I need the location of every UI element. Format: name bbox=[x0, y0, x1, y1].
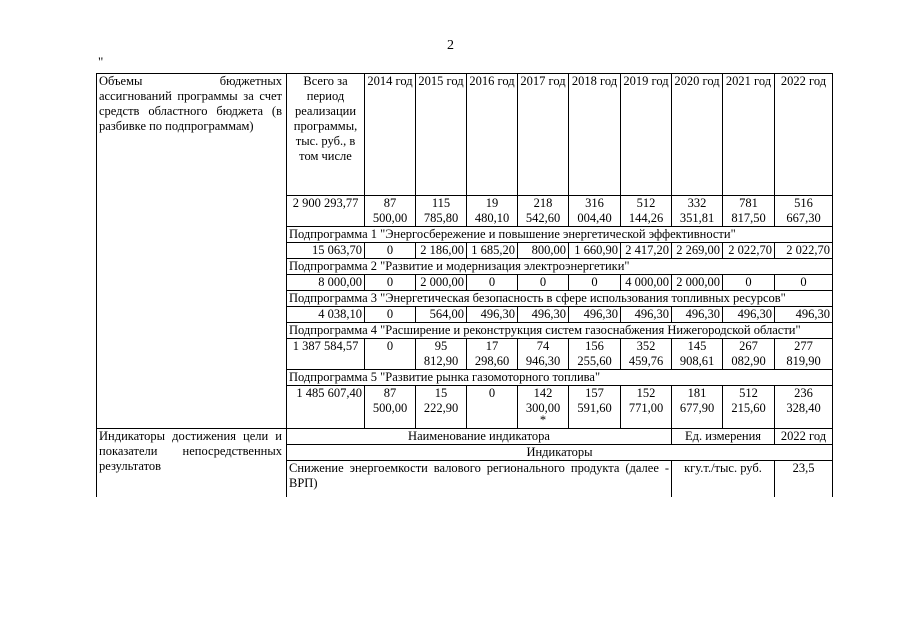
value-cell: 1 387 584,57 bbox=[287, 339, 365, 370]
subprogram-5-title: Подпрограмма 5 "Развитие рынка газомоторного топлива" bbox=[287, 370, 833, 386]
value-cell: 1 660,90 bbox=[569, 243, 621, 259]
total-cell: 512 144,26 bbox=[621, 196, 672, 227]
indicator-unit-continuation bbox=[672, 491, 775, 497]
value-cell: 74 946,30 bbox=[518, 339, 569, 370]
indicator-header-row bbox=[97, 429, 833, 445]
value-cell: 1 485 607,40 bbox=[287, 386, 365, 429]
value-cell: 2 417,20 bbox=[621, 243, 672, 259]
value-cell: 236 328,40 bbox=[775, 386, 833, 429]
value-cell: 496,30 bbox=[723, 307, 775, 323]
value-cell: 2 022,70 bbox=[775, 243, 833, 259]
indicator-name: Снижение энергоемкости валового регионального продукта (далее - ВРП) bbox=[287, 461, 672, 492]
value-cell: 8 000,00 bbox=[287, 275, 365, 291]
value-cell: 15 222,90 bbox=[416, 386, 467, 429]
value-cell: 0 bbox=[569, 275, 621, 291]
total-cell: 19 480,10 bbox=[467, 196, 518, 227]
value-cell: 2 000,00 bbox=[672, 275, 723, 291]
value-cell: 87 500,00 bbox=[365, 386, 416, 429]
subprogram-3-title: Подпрограмма 3 "Энергетическая безопасность в сфере использования топливных ресурсов" bbox=[287, 291, 833, 307]
value-cell: 156 255,60 bbox=[569, 339, 621, 370]
value-cell: 496,30 bbox=[672, 307, 723, 323]
indicator-group-title: Индикаторы bbox=[287, 445, 833, 461]
subprogram-4-title: Подпрограмма 4 "Расширение и реконструкция систем газоснабжения Нижегородской области" bbox=[287, 323, 833, 339]
value-cell: 0 bbox=[518, 275, 569, 291]
total-cell: 781 817,50 bbox=[723, 196, 775, 227]
value-cell: 0 bbox=[365, 339, 416, 370]
year-header-row bbox=[97, 74, 833, 196]
value-cell: 2 000,00 bbox=[416, 275, 467, 291]
total-cell: 2 900 293,77 bbox=[287, 196, 365, 227]
value-cell: 17 298,60 bbox=[467, 339, 518, 370]
total-cell: 218 542,60 bbox=[518, 196, 569, 227]
value-cell: 0 bbox=[365, 243, 416, 259]
subprogram-1-title: Подпрограмма 1 "Энергосбережение и повышение энергетической эффективности" bbox=[287, 227, 833, 243]
total-cell: 87 500,00 bbox=[365, 196, 416, 227]
value-cell: 496,30 bbox=[775, 307, 833, 323]
budget-section-label: Объемы бюджетных ассигнований программы за счет средств областного бюджета (в разбивке по подпрограммам) bbox=[97, 74, 287, 429]
value-cell: 152 771,00 bbox=[621, 386, 672, 429]
total-header: Всего за период реализации программы, тыс. руб., в том числе bbox=[287, 74, 365, 196]
year-header: 2016 год bbox=[467, 74, 518, 196]
value-cell: 0 bbox=[775, 275, 833, 291]
value-cell: 4 038,10 bbox=[287, 307, 365, 323]
value-cell: 800,00 bbox=[518, 243, 569, 259]
year-header: 2017 год bbox=[518, 74, 569, 196]
program-passport-table bbox=[96, 73, 833, 497]
year-header: 2022 год bbox=[775, 74, 833, 196]
value-cell: 157 591,60 bbox=[569, 386, 621, 429]
year-header: 2020 год bbox=[672, 74, 723, 196]
indicator-year-header: 2022 год bbox=[775, 429, 833, 445]
value-cell: 15 063,70 bbox=[287, 243, 365, 259]
value-cell: 496,30 bbox=[621, 307, 672, 323]
value-cell: 145 908,61 bbox=[672, 339, 723, 370]
total-cell: 316 004,40 bbox=[569, 196, 621, 227]
value-cell: 95 812,90 bbox=[416, 339, 467, 370]
year-header: 2021 год bbox=[723, 74, 775, 196]
value-text: 142 300,00 bbox=[525, 386, 561, 415]
page-number: 2 bbox=[447, 38, 454, 53]
year-header: 2015 год bbox=[416, 74, 467, 196]
value-cell: 267 082,90 bbox=[723, 339, 775, 370]
subprogram-2-title: Подпрограмма 2 "Развитие и модернизация электроэнергетики" bbox=[287, 259, 833, 275]
footnote-mark: * bbox=[539, 413, 547, 427]
total-cell: 516 667,30 bbox=[775, 196, 833, 227]
value-cell: 2 022,70 bbox=[723, 243, 775, 259]
indicator-value-continuation bbox=[775, 491, 833, 497]
value-cell: 0 bbox=[365, 275, 416, 291]
value-cell: 1 685,20 bbox=[467, 243, 518, 259]
year-header: 2014 год bbox=[365, 74, 416, 196]
value-cell: 0 bbox=[467, 275, 518, 291]
indicator-unit: кгу.т./тыс. руб. bbox=[672, 461, 775, 492]
indicator-value: 23,5 bbox=[775, 461, 833, 492]
value-cell: 564,00 bbox=[416, 307, 467, 323]
indicator-name-header: Наименование индикатора bbox=[287, 429, 672, 445]
year-header: 2019 год bbox=[621, 74, 672, 196]
value-cell: 512 215,60 bbox=[723, 386, 775, 429]
value-cell: 2 186,00 bbox=[416, 243, 467, 259]
opening-quote: " bbox=[98, 54, 104, 69]
value-cell: 2 269,00 bbox=[672, 243, 723, 259]
value-cell: 0 bbox=[365, 307, 416, 323]
value-cell: 496,30 bbox=[569, 307, 621, 323]
indicator-name-continuation bbox=[287, 491, 672, 497]
total-cell: 332 351,81 bbox=[672, 196, 723, 227]
value-cell: 496,30 bbox=[518, 307, 569, 323]
value-cell: 181 677,90 bbox=[672, 386, 723, 429]
value-cell-with-footnote bbox=[518, 386, 569, 429]
value-cell: 4 000,00 bbox=[621, 275, 672, 291]
indicators-section-label: Индикаторы достижения цели и показатели непосредственных результатов bbox=[97, 429, 287, 498]
value-cell: 352 459,76 bbox=[621, 339, 672, 370]
year-header: 2018 год bbox=[569, 74, 621, 196]
value-cell: 496,30 bbox=[467, 307, 518, 323]
value-cell: 0 bbox=[723, 275, 775, 291]
total-cell: 115 785,80 bbox=[416, 196, 467, 227]
value-cell: 0 bbox=[467, 386, 518, 429]
value-cell: 277 819,90 bbox=[775, 339, 833, 370]
indicator-unit-header: Ед. измерения bbox=[672, 429, 775, 445]
